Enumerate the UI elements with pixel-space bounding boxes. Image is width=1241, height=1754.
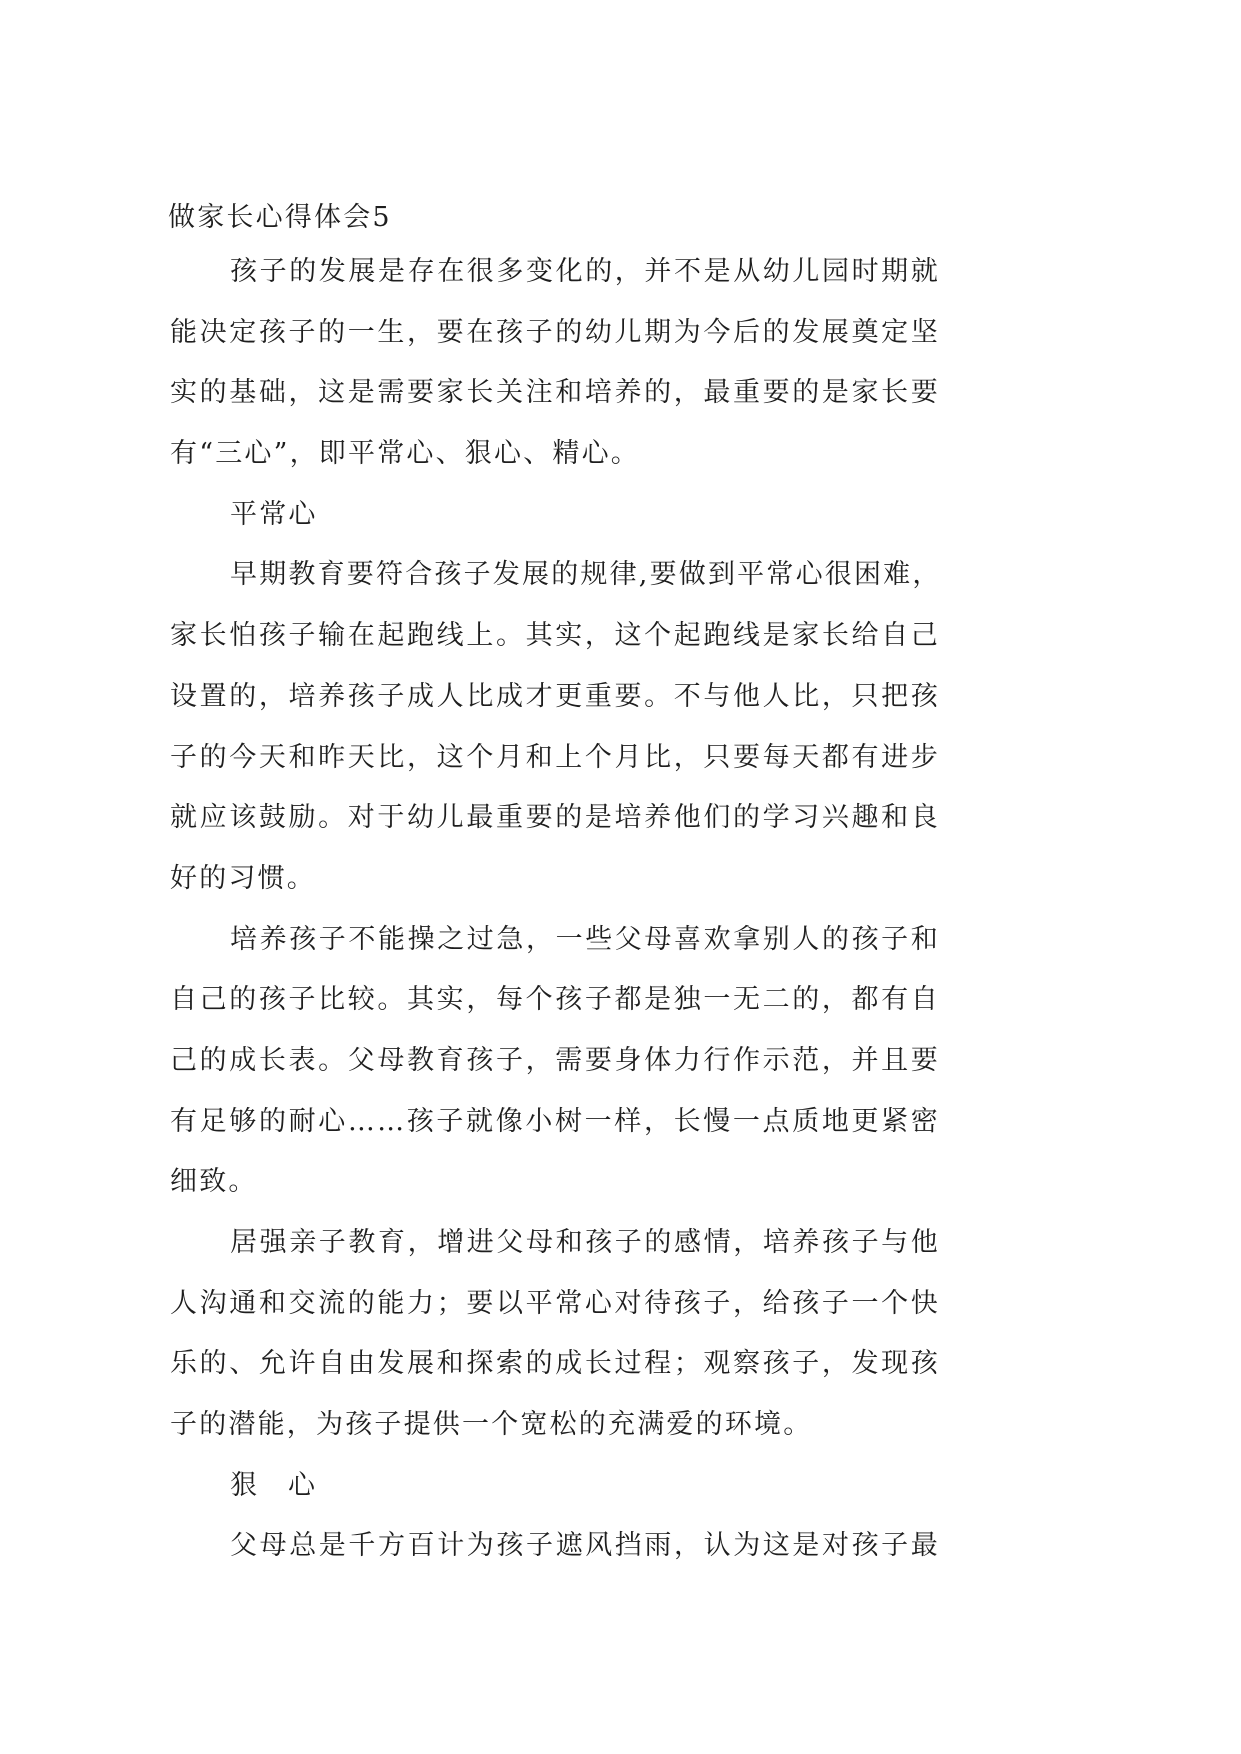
document-body [170,242,940,1577]
section-heading: 狠 心 [230,1469,318,1501]
paragraph-line: 父母总是千方百计为孩子遮风挡雨，认为这是对孩子最 [230,1530,940,1562]
paragraph-line: 乐的、允许自由发展和探索的成长过程；观察孩子，发现孩 [170,1348,940,1380]
paragraph-line: 己的成长表。父母教育孩子，需要身体力行作示范，并且要 [170,1044,940,1076]
paragraph-line: 早期教育要符合孩子发展的规律,要做到平常心很困难， [230,559,942,591]
body-paragraph [170,545,940,909]
document-title: 做家长心得体会5 [168,202,392,233]
intro-paragraph [170,242,940,485]
paragraph-line: 孩子的发展是存在很多变化的，并不是从幼儿园时期就 [230,256,940,287]
body-paragraph [170,910,940,1213]
paragraph-line: 人沟通和交流的能力；要以平常心对待孩子，给孩子一个快 [170,1287,940,1319]
paragraph-line: 培养孩子不能操之过急，一些父母喜欢拿别人的孩子和 [230,923,940,955]
paragraph-line: 有“三心”，即平常心、狠心、精心。 [170,438,641,470]
paragraph-line: 子的潜能，为孩子提供一个宽松的充满爱的环境。 [170,1409,813,1441]
paragraph-line: 家长怕孩子输在起跑线上。其实，这个起跑线是家长给自己 [170,620,940,652]
paragraph-line: 设置的，培养孩子成人比成才更重要。不与他人比，只把孩 [170,680,940,712]
paragraph-line: 有足够的耐心……孩子就像小树一样，长慢一点质地更紧密 [170,1105,940,1137]
body-paragraph [170,1213,940,1456]
paragraph-line: 细致。 [170,1166,258,1198]
paragraph-line: 好的习惯。 [170,862,316,894]
paragraph-line: 居强亲子教育，增进父母和孩子的感情，培养孩子与他 [230,1227,940,1258]
body-paragraph [170,1516,940,1577]
section-heading: 平常心 [230,498,318,530]
paragraph-line: 实的基础，这是需要家长关注和培养的，最重要的是家长要 [170,377,940,409]
paragraph-line: 子的今天和昨天比，这个月和上个月比，只要每天都有进步 [170,741,940,773]
paragraph-line: 就应该鼓励。对于幼儿最重要的是培养他们的学习兴趣和良 [170,802,940,834]
paragraph-line: 能决定孩子的一生，要在孩子的幼儿期为今后的发展奠定坚 [170,316,940,348]
paragraph-line: 自己的孩子比较。其实，每个孩子都是独一无二的，都有自 [170,984,940,1016]
